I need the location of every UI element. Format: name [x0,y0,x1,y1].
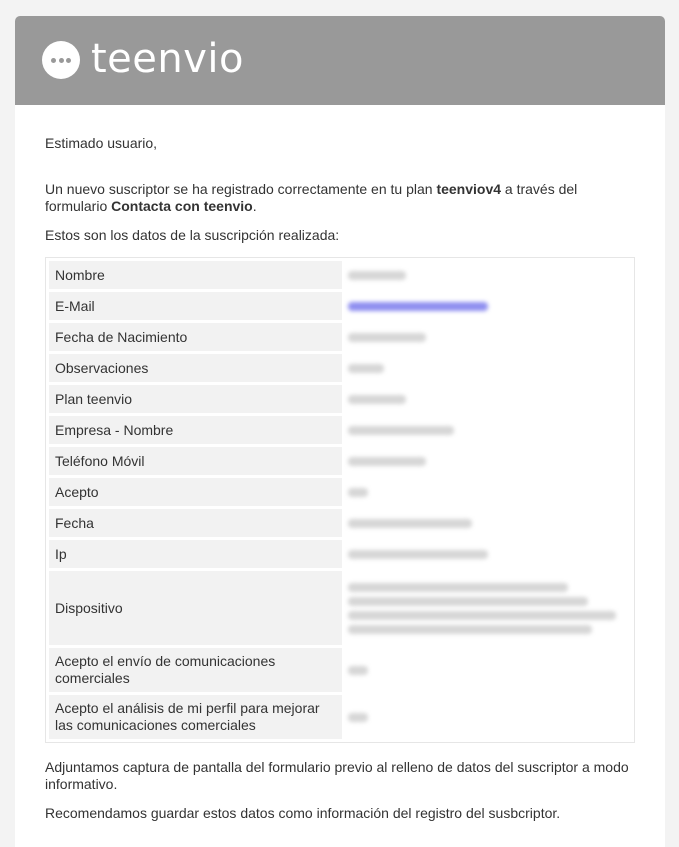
table-row [49,261,631,289]
table-row [49,695,631,739]
intro-text: Un nuevo suscriptor se ha registrado correctamente en tu plan teenviov4 a través del formulario Contacta con teenvio. [45,181,578,214]
field-label: Acepto el envío de comunicaciones comerciales [49,648,342,692]
field-label: Acepto [49,478,342,506]
email-header [15,16,665,105]
field-label: E-Mail [49,292,342,320]
table-row [49,385,631,413]
field-label: Nombre [49,261,342,289]
outro-text-2: Recomendamos guardar estos datos como información del registro del susbcriptor. [45,805,561,821]
teenvio-logo-icon [42,41,80,79]
field-label: Plan teenvio [49,385,342,413]
field-value-redacted [345,509,631,537]
table-row [49,540,631,568]
field-label: Observaciones [49,354,342,382]
field-value-redacted [345,354,631,382]
subscription-table [45,257,635,743]
brand-name: teenvio [91,36,245,82]
table-row [49,509,631,537]
field-label: Fecha [49,509,342,537]
field-label: Fecha de Nacimiento [49,323,342,351]
outro-text-1: Adjuntamos captura de pantalla del formulario previo al relleno de datos del suscriptor a modo informativo. [45,759,629,792]
email-card [15,16,665,847]
table-row [49,292,631,320]
greeting: Estimado usuario, [45,135,158,151]
field-value-redacted [345,385,631,413]
field-value-redacted [345,447,631,475]
field-label: Teléfono Móvil [49,447,342,475]
table-row [49,354,631,382]
table-lead: Estos son los datos de la suscripción realizada: [45,227,340,243]
field-label: Dispositivo [49,571,342,645]
field-label: Empresa - Nombre [49,416,342,444]
field-value-redacted [345,571,631,645]
plan-name: teenviov4 [436,181,502,197]
table-row [49,447,631,475]
table-row [49,416,631,444]
table-row [49,648,631,692]
field-value-redacted [345,416,631,444]
field-value-redacted [345,261,631,289]
table-row [49,323,631,351]
field-value-redacted [345,648,631,692]
field-value-redacted [345,478,631,506]
field-value-redacted [345,323,631,351]
field-label: Acepto el análisis de mi perfil para mejorar las comunicaciones comerciales [49,695,342,739]
field-label: Ip [49,540,342,568]
table-row [49,571,631,645]
form-name: Contacta con teenvio [111,198,253,214]
table-row [49,478,631,506]
field-value-redacted-link[interactable] [345,292,631,320]
field-value-redacted [345,695,631,739]
field-value-redacted [345,540,631,568]
